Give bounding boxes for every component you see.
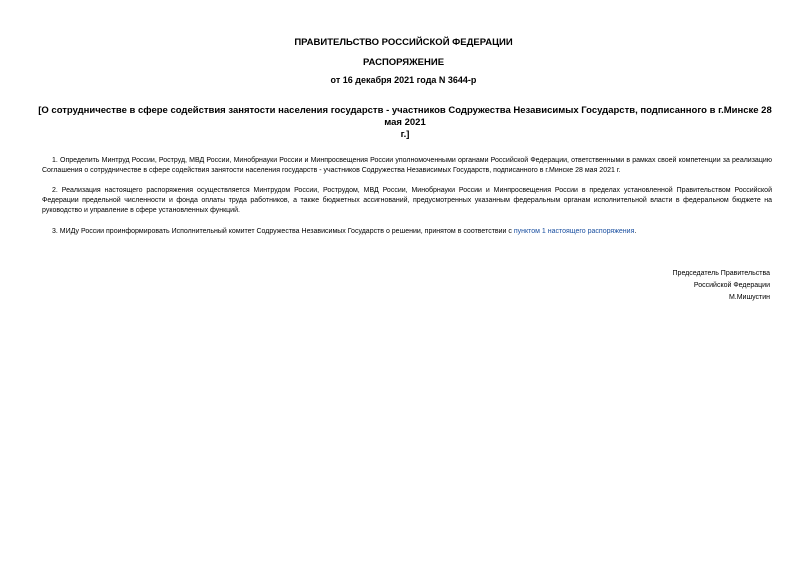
paragraph-1: 1. Определить Минтруд России, Роструд, МВД России, Минобрнауки России и Минпросвещения России уполномоченными органами Российской Федерации, ответственными в рамках своей компетенции за реализацию Соглашения о сотрудничестве в сфере содействия занятости населения государств - участников Содружества Независимых Государств, подписанного в г.Минске 28 мая 2021 г.: [42, 157, 772, 174]
issuing-authority: ПРАВИТЕЛЬСТВО РОССИЙСКОЙ ФЕДЕРАЦИИ: [294, 37, 513, 48]
point-1-link[interactable]: пунктом 1 настоящего распоряжения: [513, 228, 635, 235]
paragraph-3: [42, 227, 772, 237]
document-type: РАСПОРЯЖЕНИЕ: [362, 57, 445, 68]
paragraph-3-text: 3. МИДу России проинформировать Исполнительный комитет Содружества Независимых Государств о решении, принятом в соответствии с: [52, 228, 514, 235]
signature-block: [673, 268, 770, 304]
document-title: [36, 105, 774, 141]
document-title-line-1: [О сотрудничестве в сфере содействия занятости населения государств - участников Содружества Независимых Государств, подписанного в г.Минске 28 мая 2021: [38, 105, 772, 128]
document-date-number: от 16 декабря 2021 года N 3644-р: [330, 75, 477, 85]
signatory-position-line-1: Председатель Правительства: [672, 270, 770, 277]
paragraph-3-end: .: [634, 228, 637, 235]
document-title-line-2: г.]: [400, 129, 410, 140]
signatory-name: М.Мишустин: [728, 294, 770, 301]
signatory-position-line-2: Российской Федерации: [693, 282, 770, 289]
paragraph-2: 2. Реализация настоящего распоряжения осуществляется Минтрудом России, Рострудом, МВД России, Минобрнауки России и Минпросвещения России в пределах установленной Правительством Российской Федерации предельной численности и фонда оплаты труда работников, а также бюджетных ассигнований, предусмотренных указанным федеральным органам исполнительной власти в федеральном бюджете на руководство и управление в сфере установленных функций.: [42, 187, 772, 214]
